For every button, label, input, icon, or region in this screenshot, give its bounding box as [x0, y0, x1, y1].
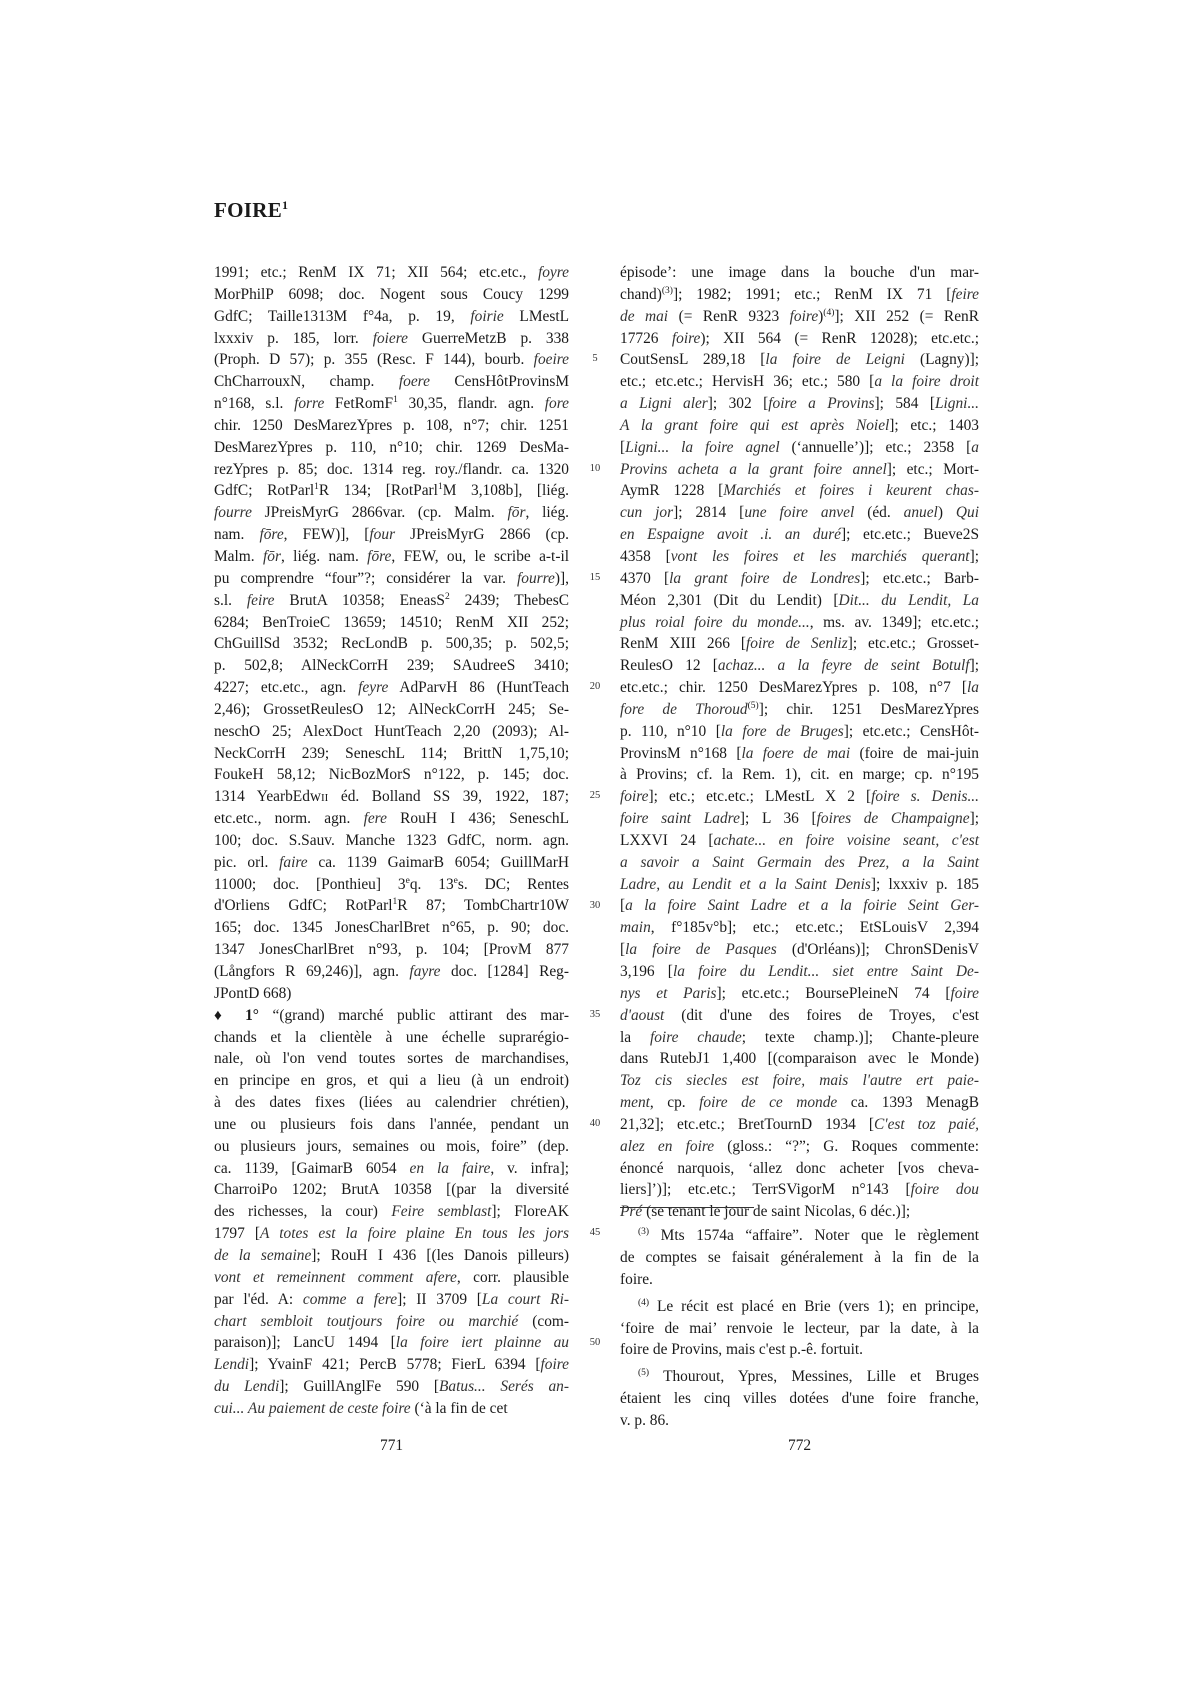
- left-column-line: DesMarezYpres p. 110, n°10; chir. 1269 DesMa-: [214, 438, 569, 456]
- left-column-line: 1797 [A totes est la foire plaine En tous les jors: [214, 1225, 569, 1243]
- right-column-line: 21,32]; etc.etc.; BretTournD 1934 [C'est toz paié,: [620, 1115, 980, 1133]
- right-column-line: en Espaigne avoit .i. an duré]; etc.etc.; Bueve2S: [620, 526, 979, 544]
- right-column-line: énoncé narquois, ‘allez donc acheter [vos cheva-: [620, 1159, 979, 1177]
- line-number: 5: [592, 353, 598, 365]
- right-column-line: main, f°185v°b]; etc.; etc.etc.; EtSLouisV 2,394: [620, 919, 979, 937]
- line-number: 25: [589, 790, 601, 802]
- left-column-line: ♦ 1° “(grand) marché public attirant des mar-: [214, 1006, 569, 1024]
- footnote-line: $^{(3)}$ Mts 1574a “affaire”. Noter que le règlement: [638, 1227, 979, 1245]
- left-column-line: 4227; etc.etc., agn. feyre AdParvH 86 (HuntTeach: [214, 679, 570, 697]
- left-column-line: chart sembloit toutjours foire ou marchié (com-: [214, 1312, 569, 1330]
- right-column-line: etc.; etc.etc.; HervisH 36; etc.; 580 [a la foire droit: [620, 373, 979, 391]
- line-number: 15: [589, 571, 601, 583]
- right-column-line: 4358 [vont les foires et les marchiés querant];: [620, 547, 979, 565]
- right-column-line: foire]; etc.; etc.etc.; LMestL X 2 [foire s. Denis...: [620, 788, 979, 806]
- right-column-line: fore de Thoroud$^{(5)}$]; chir. 1251 DesMarezYpres: [620, 700, 979, 718]
- left-column-line: à des dates fixes (liées au calendrier chrétien),: [214, 1094, 569, 1112]
- right-column-line: 17726 foire); XII 564 (= RenR 12028); etc.etc.;: [620, 329, 980, 347]
- left-column-line: (Långfors R 69,246)], agn. fayre doc. [1284] Reg-: [214, 963, 569, 980]
- left-column-line: 11000; doc. [Ponthieu] 3eq. 13es. DC; Rentes: [214, 875, 570, 893]
- line-number: 20: [589, 681, 601, 693]
- headword-text: FOIRE: [214, 198, 283, 222]
- page-number-left: 771: [380, 1437, 404, 1454]
- footnote-line: foire.: [620, 1270, 653, 1288]
- left-column-line: ChCharrouxN, champ. foere CensHôtProvinsM: [214, 373, 569, 391]
- right-column-line: etc.etc.; chir. 1250 DesMarezYpres p. 108, n°7 [la: [620, 679, 979, 697]
- line-number: 30: [589, 899, 601, 911]
- footnote-line: ‘foire de mai’ renvoie le lecteur, par la date, à la: [620, 1319, 979, 1337]
- left-column-line: pic. orl. faire ca. 1139 GaimarB 6054; GuillMarH: [214, 853, 570, 871]
- right-column-line: cun jor]; 2814 [une foire anvel (éd. anuel) Qui: [620, 504, 979, 522]
- footnote-rule: [620, 1207, 754, 1208]
- left-column: [214, 262, 569, 1420]
- page-number-right: 772: [788, 1437, 812, 1454]
- left-column-line: Lendi]; YvainF 421; PercB 5778; FierL 6394 [foire: [214, 1356, 569, 1374]
- left-column-line: GdfC; Taille1313M f°4a, p. 19, foirie LMestL: [214, 307, 570, 325]
- left-column-line: etc.etc., norm. agn. fere RouH I 436; SeneschL: [214, 810, 569, 828]
- right-column: [620, 262, 979, 1223]
- footnote-line: de comptes se faisait généralement à la fin de la: [620, 1248, 979, 1266]
- right-column-line: ReulesO 12 [achaz... a la feyre de seint Botulf];: [620, 657, 979, 675]
- right-column-line: a Ligni aler]; 302 [foire a Provins]; 584 [Ligni...: [620, 395, 979, 413]
- line-number: 45: [589, 1227, 601, 1239]
- right-column-line: liers]’)]; etc.etc.; TerrSVigorM n°143 [foire dou: [620, 1181, 979, 1199]
- footnote: [620, 1222, 979, 1291]
- right-column-line: alez en foire (gloss.: “?”; G. Roques commente:: [620, 1137, 979, 1155]
- left-column-line: s.l. feire BrutA 10358; EneasS$^2$ 2439; ThebesC: [214, 591, 569, 609]
- left-column-line: fourre JPreisMyrG 2866var. (cp. Malm. fōr, liég.: [214, 504, 570, 522]
- left-column-line: par l'éd. A: comme a fere]; II 3709 [La court Ri-: [214, 1290, 569, 1308]
- right-column-line: Ladre, au Lendit et a la Saint Denis]; lxxxiv p. 185: [620, 875, 979, 893]
- footnote-line: foire de Provins, mais c'est p.-ê. fortuit.: [620, 1341, 863, 1359]
- left-column-line: neschO 25; AlexDoct HuntTeach 2,20 (2093); Al-: [214, 722, 569, 740]
- left-column-line: ca. 1139, [GaimarB 6054 en la faire, v. infra];: [214, 1159, 569, 1177]
- left-column-line: d'Orliens GdfC; RotParl$^1$R 87; TombChartr10W: [214, 897, 569, 915]
- left-column-line: une ou plusieurs fois dans l'année, pendant un: [214, 1115, 569, 1133]
- left-column-line: ChGuillSd 3532; RecLondB p. 500,35; p. 502,5;: [214, 635, 569, 653]
- footnote-line: v. p. 86.: [620, 1411, 670, 1429]
- right-column-line: p. 110, n°10 [la fore de Bruges]; etc.etc.; CensHôt-: [620, 722, 979, 740]
- left-column-line: de la semaine]; RouH I 436 [(les Danois pilleurs): [214, 1246, 569, 1264]
- right-column-line: AymR 1228 [Marchiés et foires i keurent chas-: [620, 482, 979, 500]
- entry-headword: [214, 198, 288, 223]
- left-column-line: du Lendi]; GuillAnglFe 590 [Batus... Serés an-: [214, 1378, 570, 1396]
- left-column-line: lxxxiv p. 185, lorr. foiere GuerreMetzB p. 338: [214, 329, 569, 347]
- right-column-line: [a la foire Saint Ladre et a la foirie Seint Ger-: [620, 897, 979, 915]
- left-column-line: CharroiPo 1202; BrutA 10358 [(par la diversité: [214, 1181, 569, 1199]
- left-column-line: (Proph. D 57); p. 355 (Resc. F 144), bourb. foeire: [214, 351, 569, 369]
- left-column-line: nam. fōre, FEW)], [four JPreisMyrG 2866 (cp.: [214, 526, 569, 544]
- left-column-line: 100; doc. S.Sauv. Manche 1323 GdfC, norm. agn.: [214, 831, 569, 849]
- right-column-line: d'aoust (dit d'une des foires de Troyes, c'est: [620, 1006, 979, 1024]
- left-column-line: MorPhilP 6098; doc. Nogent sous Coucy 1299: [214, 285, 569, 303]
- left-column-line: des richesses, la cour) Feire semblast]; FloreAK: [214, 1203, 569, 1221]
- right-column-line: RenM XIII 266 [foire de Senliz]; etc.etc.; Grosset-: [620, 635, 979, 653]
- left-column-line: p. 502,8; AlNeckCorrH 239; SAudreeS 3410;: [214, 657, 569, 675]
- footnote-line: $^{(5)}$ Thourout, Ypres, Messines, Lille et Bruges: [638, 1368, 979, 1386]
- right-column-line: chand)$^{(3)}$]; 1982; 1991; etc.; RenM IX 71 [feire: [620, 285, 979, 303]
- right-column-line: a savoir a Saint Germain des Prez, a la Saint: [620, 853, 979, 871]
- footnote-mark: (5): [638, 1368, 650, 1379]
- left-column-line: vont et remeinnent comment afere, corr. plausible: [214, 1268, 569, 1286]
- right-column-line: Provins acheta a la grant foire annel]; etc.; Mort-: [620, 460, 979, 478]
- right-column-line: la foire chaude; texte champ.)]; Chante-pleure: [620, 1028, 979, 1046]
- line-number: 50: [589, 1336, 601, 1348]
- right-column-line: ment, cp. foire de ce monde ca. 1393 MenagB: [620, 1094, 979, 1112]
- right-column-line: dans RutebJ1 1,400 [(comparaison avec le Monde): [620, 1050, 979, 1068]
- left-column-line: 6284; BenTroieC 13659; 14510; RenM XII 252;: [214, 613, 569, 631]
- left-column-line: Malm. fōr, liég. nam. fōre, FEW, ou, le scribe a-t-il: [214, 547, 569, 565]
- right-column-line: plus roial foire du monde..., ms. av. 1349]; etc.etc.;: [620, 613, 980, 631]
- right-column-line: [Ligni... la foire agnel (‘annuelle’)]; etc.; 2358 [a: [620, 438, 979, 456]
- left-column-line: chands et la clientèle à une échelle suprarégio-: [214, 1028, 569, 1046]
- left-column-line: 2,46); GrossetReulesO 12; AlNeckCorrH 245; Se-: [214, 700, 569, 718]
- footnote-mark: (4): [638, 1297, 650, 1308]
- right-column-line: Méon 2,301 (Dit du Lendit) [Dit... du Lendit, La: [620, 591, 979, 609]
- right-column-line: 4370 [la grant foire de Londres]; etc.etc.; Barb-: [620, 569, 979, 587]
- right-column-line: LXXVI 24 [achate... en foire voisine seant, c'est: [620, 831, 979, 849]
- left-column-line: paraison)]; LancU 1494 [la foire iert plainne au: [214, 1334, 569, 1352]
- left-column-line: cui... Au paiement de ceste foire (‘à la fin de cet: [214, 1399, 508, 1417]
- right-column-line: à Provins; cf. la Rem. 1), cit. en marge; cp. n°195: [620, 766, 979, 784]
- left-column-line: JPontD 668): [214, 984, 292, 1002]
- left-column-line: rezYpres p. 85; doc. 1314 reg. roy./flandr. ca. 1320: [214, 460, 569, 478]
- left-column-line: ou plusieurs jours, semaines ou mois, foire” (dep.: [214, 1137, 569, 1155]
- right-column-line: 3,196 [la foire du Lendit... siet entre Saint De-: [620, 963, 979, 980]
- left-column-line: 1314 YearbEdwii éd. Bolland SS 39, 1922, 187;: [214, 788, 569, 806]
- right-column-line: Pré (se tenant le jour de saint Nicolas, 6 déc.)];: [620, 1203, 911, 1221]
- line-number: 35: [589, 1008, 601, 1020]
- footnote-line: étaient les cinq villes dotées d'une foire franche,: [620, 1390, 979, 1408]
- right-column-line: Toz cis siecles est foire, mais l'autre ert paie-: [620, 1072, 979, 1090]
- right-column-line: épisode’: une image dans la bouche d'un mar-: [620, 264, 979, 281]
- right-column-line: A la grant foire qui est après Noiel]; etc.; 1403: [620, 416, 979, 434]
- left-column-line: en principe en gros, et qui a lieu (à un endroit): [214, 1072, 569, 1090]
- right-column-line: [la foire de Pasques (d'Orléans)]; ChronSDenisV: [620, 941, 979, 959]
- footnote: [620, 1363, 979, 1432]
- left-column-line: 1991; etc.; RenM IX 71; XII 564; etc.etc., foyre: [214, 264, 569, 281]
- left-column-line: 165; doc. 1345 JonesCharlBret n°65, p. 90; doc.: [214, 919, 569, 937]
- right-column-line: foire saint Ladre]; L 36 [foires de Champaigne];: [620, 810, 979, 828]
- right-column-line: ProvinsM n°168 [la foere de mai (foire de mai-juin: [620, 744, 979, 762]
- line-number: 40: [589, 1118, 601, 1130]
- left-column-line: FoukeH 58,12; NicBozMorS n°122, p. 145; doc.: [214, 766, 569, 784]
- headword-note-mark: 1: [282, 198, 289, 212]
- right-column-line: de mai (= RenR 9323 foire)$^{(4)}$]; XII 252 (= RenR: [620, 307, 979, 325]
- right-column-line: nys et Paris]; etc.etc.; BoursePleineN 74 [foire: [620, 984, 979, 1002]
- left-column-line: NeckCorrH 239; SeneschL 114; BrittN 1,75,10;: [214, 744, 569, 762]
- left-column-line: n°168, s.l. forre FetRomF$^1$ 30,35, flandr. agn. fore: [214, 394, 569, 413]
- line-number: 10: [589, 462, 601, 474]
- footnote-line: $^{(4)}$ Le récit est placé en Brie (vers 1); en principe,: [638, 1297, 979, 1315]
- footnote: [620, 1293, 979, 1362]
- left-column-line: nale, où l'on vend toutes sortes de marchandises,: [214, 1050, 569, 1068]
- left-column-line: pu comprendre “four”?; considérer la var. fourre)],: [214, 569, 569, 587]
- left-column-line: 1347 JonesCharlBret n°93, p. 104; [ProvM 877: [214, 941, 569, 959]
- right-column-line: CoutSensL 289,18 [la foire de Leigni (Lagny)];: [620, 351, 979, 369]
- footnote-mark: (3): [638, 1227, 650, 1237]
- left-column-line: GdfC; RotParl$^1$R 134; [RotParl$^1$M 3,108b], [liég.: [214, 482, 569, 500]
- left-column-line: chir. 1250 DesMarezYpres p. 108, n°7; chir. 1251: [214, 416, 569, 434]
